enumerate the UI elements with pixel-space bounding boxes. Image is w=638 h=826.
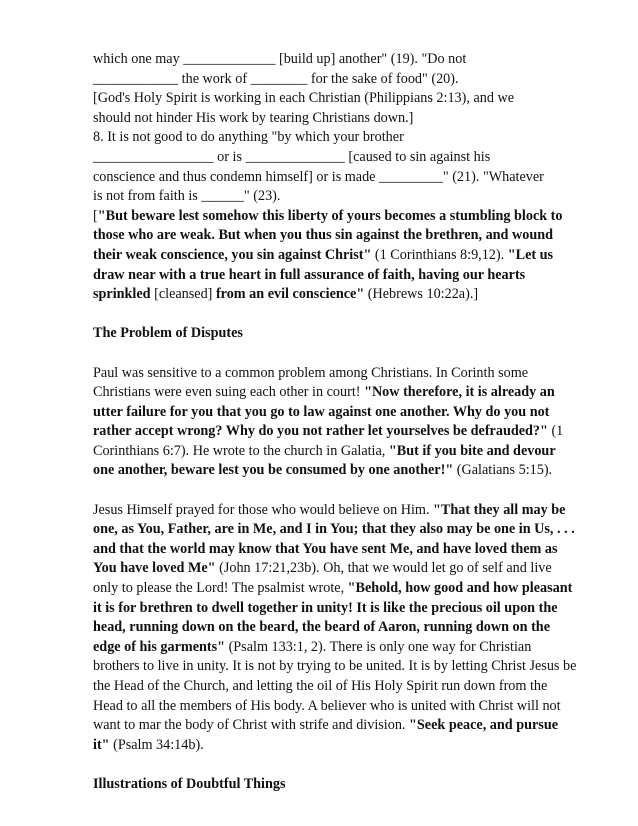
scripture-quote: "But beware lest somehow this liberty of yours becomes a stumbling block to those who are weak. But when you thus sin against the brethren, and wound their weak conscience, you sin against Christ" [93, 207, 563, 263]
text-line: is not from faith is ______" (23). [93, 188, 281, 205]
section-heading: The Problem of Disputes [93, 325, 243, 342]
scripture-reference: (1 Corinthians 8:9,12). [371, 246, 508, 263]
paragraph-unity [93, 501, 578, 756]
text-line: 8. It is not good to do anything "by which your brother [93, 129, 404, 146]
scripture-quote: "Let us draw near with a true heart in full assurance of faith, having our hearts sprinkled [93, 246, 554, 303]
body-text: (1 Corinthians 6:7). He wrote to the church in Galatia, [93, 423, 564, 459]
text-line: conscience and thus condemn himself] or is made _________" (21). "Whatever [93, 168, 544, 185]
scripture-reference: (Hebrews 10:22a).] [364, 286, 479, 303]
text-line: which one may _____________ [build up] another" (19). "Do not [93, 51, 467, 67]
bracket-note: [cleansed] [150, 286, 216, 303]
scripture-quote: "Seek peace, and pursue it" [93, 717, 559, 753]
body-text: (John 17:21,23b). Oh, that we would let go of self and live only to please the Lord! The psalmist wrote, [93, 560, 552, 597]
text-line: [God's Holy Spirit is working in each Christian (Philippians 2:13), and we [93, 90, 515, 107]
scripture-quote: from an evil conscience" [215, 286, 365, 303]
bracket-open: [ [93, 207, 98, 224]
scripture-quote: "But if you bite and devour one another, beware lest you be consumed by one another!" [93, 442, 556, 479]
body-text: Jesus Himself prayed for those who would believe on Him. [93, 501, 434, 518]
text-line: should not hinder His work by tearing Christians down.] [93, 109, 414, 126]
scripture-quote: "That they all may be one, as You, Father, are in Me, and I in You; that they also may be one in Us, . . . and that the world may know that You have sent Me, and have loved them as You have loved Me" [93, 501, 575, 577]
scripture-quote: "Behold, how good and how pleasant it is for brethren to dwell together in unity! It is like the precious oil upon the head, running down on the beard, the beard of Aaron, running down on the edge of his garments" [93, 580, 573, 655]
paragraph-fill-in-blanks [93, 50, 578, 305]
body-text: Paul was sensitive to a common problem among Christians. In Corinth some Christians were even suing each other in court! [93, 364, 529, 401]
paragraph-disputes [93, 364, 578, 482]
body-text: (Psalm 133:1, 2). There is only one way for Christian brothers to live in unity. It is not by trying to be united. It is by letting Christ Jesus be the Head of the Church, and letting the oil of His Holy Spirit run down from the Head to all the members of His body. A believer who is united with Christ will not want to mar the body of Christ with strife and division. [93, 638, 577, 734]
text-line: ____________ the work of ________ for the sake of food" (20). [93, 70, 459, 87]
scripture-reference: (Psalm 34:14b). [109, 736, 204, 753]
scripture-reference: (Galatians 5:15). [453, 462, 553, 479]
section-heading: Illustrations of Doubtful Things [93, 775, 286, 792]
text-line: _________________ or is ______________ [caused to sin against his [93, 148, 491, 165]
scripture-quote: "Now therefore, it is already an utter failure for you that you go to law against one another. Why do you not rather accept wrong? Why do you not rather let yourselves be defrauded?" [93, 384, 555, 440]
